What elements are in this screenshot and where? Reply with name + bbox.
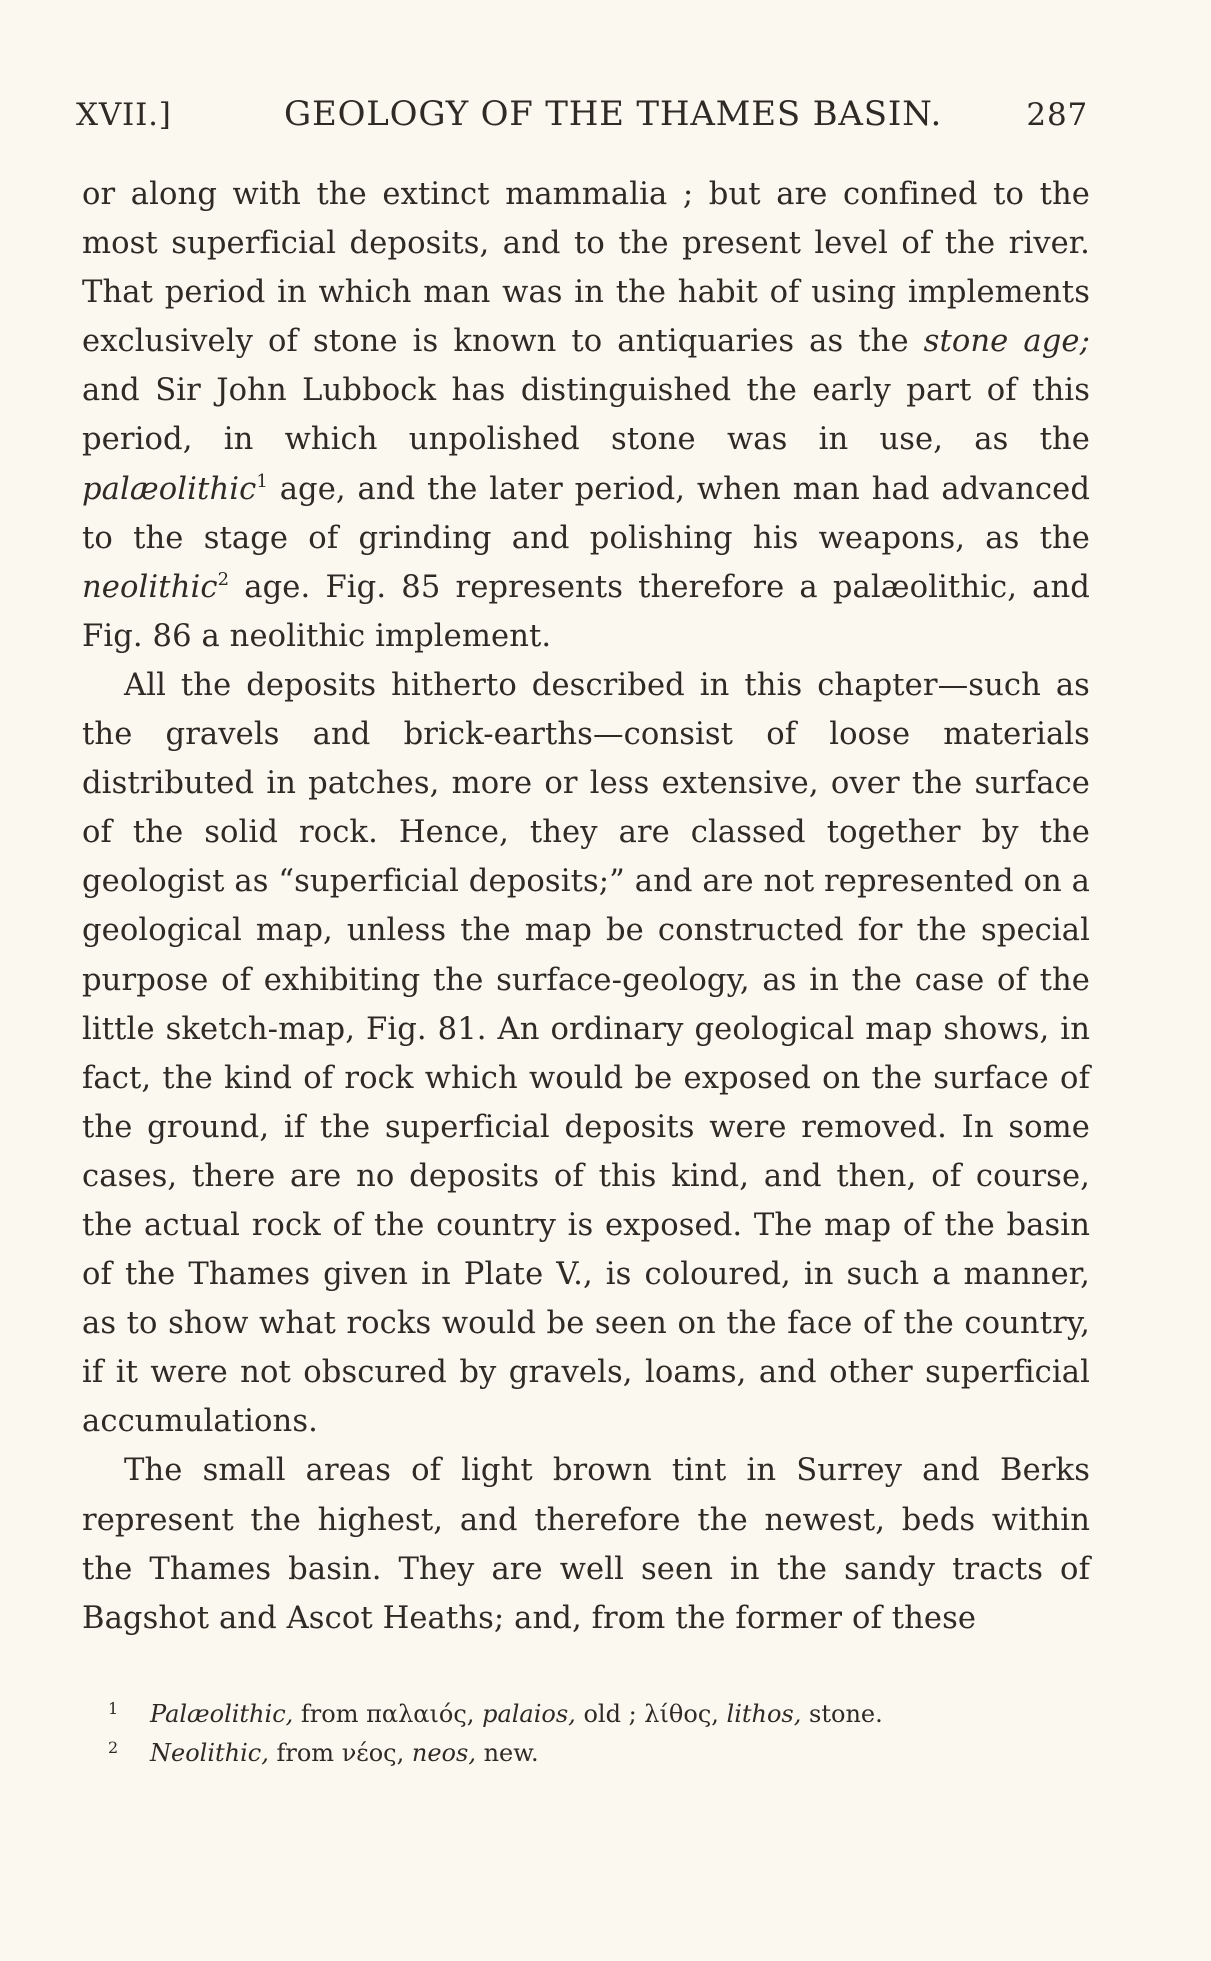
footnote-1 [108, 1696, 1014, 1735]
paragraph-1-text-d: age. Fig. 85 represents therefore a palæolithic, and Fig. 86 a neolithic implement. [82, 569, 1090, 654]
footnote-2-text [150, 1735, 539, 1771]
term-palaeolithic: palæolithic [82, 471, 257, 507]
footnote-1-transliteration: palaios, [482, 1700, 576, 1728]
paragraph-1-text-a: or along with the extinct mammalia ; but are confined to the most superficial deposits, and to the present level of the river. That period in which man was in the habit of using implements exclusively of stone is known to antiquaries as the [82, 177, 1090, 360]
footnote-reference-2: 2 [217, 568, 230, 590]
paragraph-1 [82, 170, 1090, 661]
footnote-mark-1: 1 [108, 1699, 119, 1718]
footnote-1-greek-2: λίθος, [644, 1700, 719, 1728]
footnote-1-transliteration-2: lithos, [726, 1700, 802, 1728]
footnote-2-transliteration: neos, [411, 1739, 476, 1767]
footnote-2-term: Neolithic, [150, 1739, 269, 1767]
footnote-1-from: from [300, 1700, 359, 1728]
footnote-2 [108, 1735, 1014, 1774]
footnote-reference-1: 1 [256, 470, 268, 492]
term-stone-age: stone age; [923, 324, 1091, 360]
paragraph-1-text-c: age, and the later period, when man had advanced to the stage of grinding and polishing his weapons, as the [82, 471, 1090, 556]
footnote-1-term: Palæolithic, [150, 1700, 294, 1728]
page-title: GEOLOGY OF THE THAMES BASIN. [284, 94, 943, 134]
page-number: 287 [1026, 97, 1088, 133]
paragraph-1-text-b: and Sir John Lubbock has distinguished the early part of this period, in which unpolished stone was in use, as the [82, 373, 1090, 458]
footnote-1-greek: παλαιός, [366, 1700, 475, 1728]
paragraph-3: The small areas of light brown tint in Surrey and Berks represent the highest, and therefore the newest, beds within the Thames basin. They are well seen in the sandy tracts of Bagshot and Ascot Heaths; and, from the former of these [82, 1453, 1090, 1636]
footnote-1-meaning-2: stone. [809, 1700, 883, 1728]
footnote-2-greek: νέος, [341, 1739, 405, 1767]
footnotes [108, 1696, 1014, 1774]
footnote-2-from: from [276, 1739, 335, 1767]
paragraph-2: All the deposits hitherto described in this chapter—such as the gravels and brick-earths—consist of loose materials distributed in patches, more or less extensive, over the surface of the solid rock. Hence, they are classed together by the geologist as “superficial deposits;” and are not represented on a geological map, unless the map be constructed for the special purpose of exhibiting the surface-geology, as in the case of the little sketch-map, Fig. 81. An ordinary geological map shows, in fact, the kind of rock which would be exposed on the surface of the ground, if the superficial deposits were removed. In some cases, there are no deposits of this kind, and then, of course, the actual rock of the country is exposed. The map of the basin of the Thames given in Plate V., is coloured, in such a manner, as to show what rocks would be seen on the face of the country, if it were not obscured by gravels, loams, and other superficial accumulations. [82, 667, 1090, 1440]
body-text [82, 170, 1090, 1643]
footnote-1-meaning: old ; [583, 1700, 637, 1728]
running-head [76, 94, 1088, 138]
footnote-1-text [150, 1696, 883, 1732]
footnote-2-meaning: new. [483, 1739, 539, 1767]
chapter-number: XVII.] [76, 97, 172, 133]
term-neolithic: neolithic [82, 569, 218, 605]
footnote-mark-2: 2 [108, 1738, 119, 1757]
